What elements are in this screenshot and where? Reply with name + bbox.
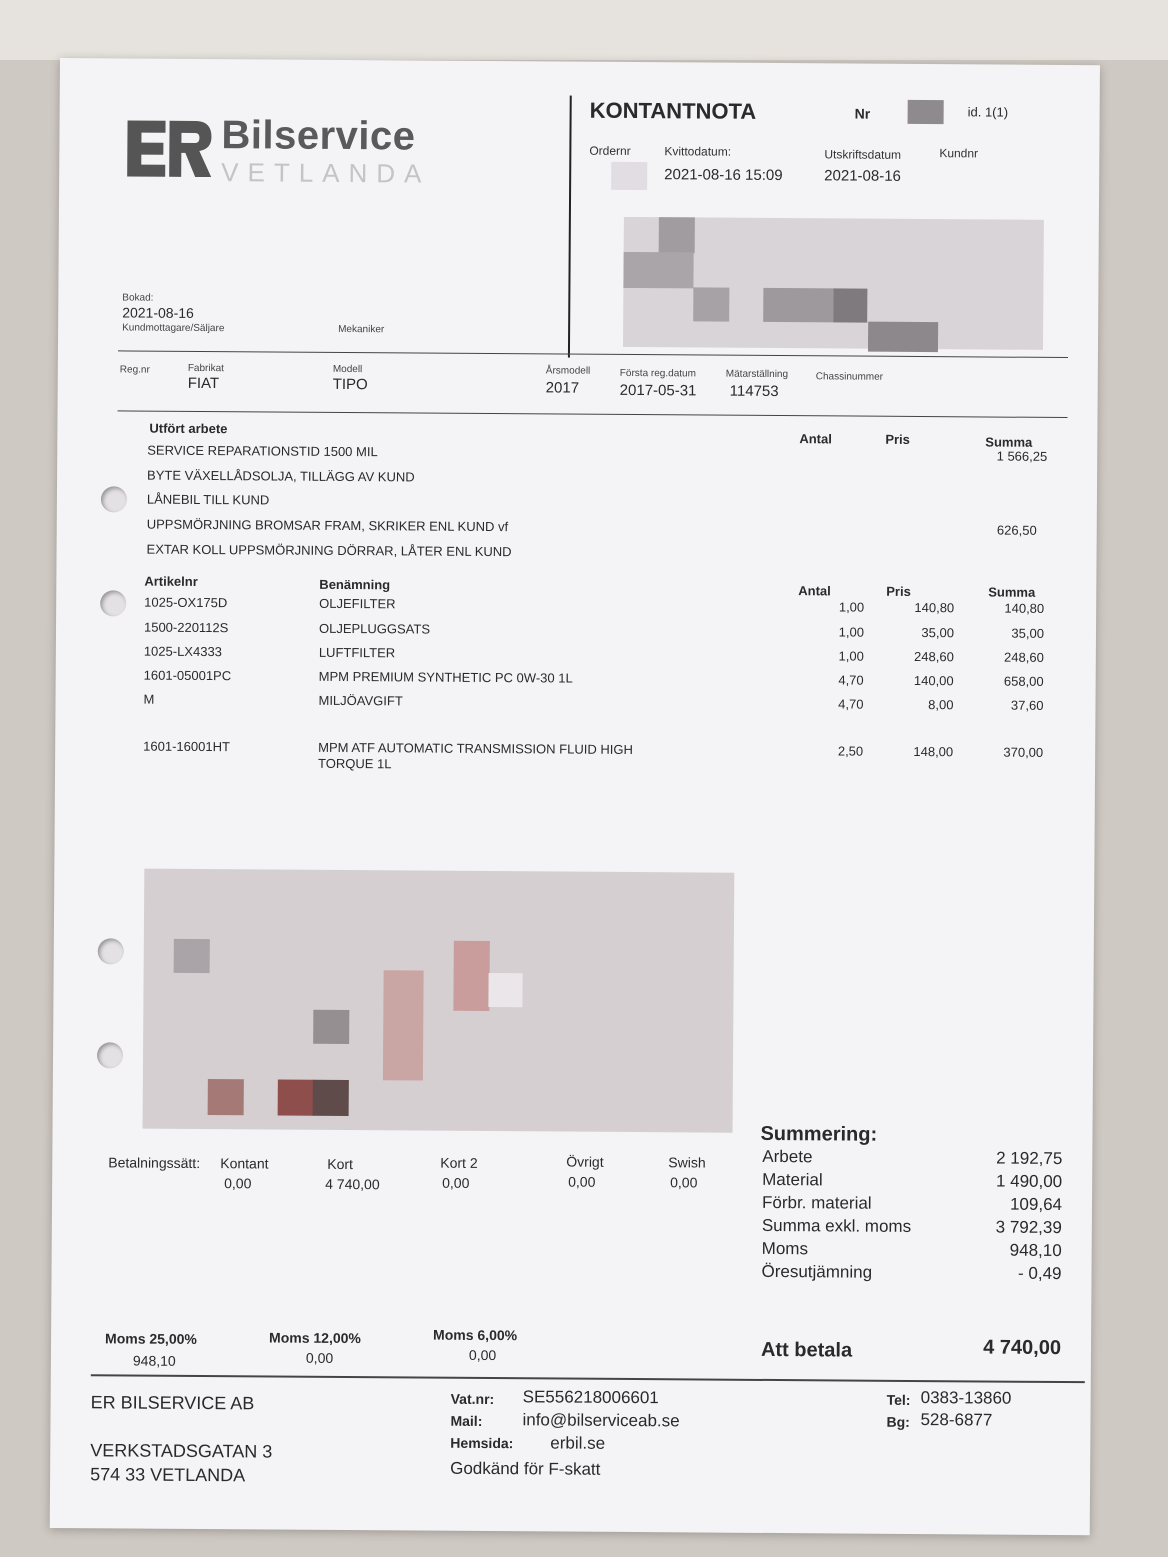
matar-value: 114753	[729, 382, 779, 401]
logo-name: Bilservice	[221, 113, 416, 159]
forsta-value: 2017-05-31	[619, 381, 697, 400]
punch-hole	[98, 938, 124, 964]
summary-row: Förbr. material 109,64	[761, 1192, 1063, 1215]
page-label: id. 1(1)	[967, 104, 1009, 120]
article-row: 1601-16001HT MPM ATF AUTOMATIC TRANSMISSION FLUID HIGH TORQUE 1L 2,50 148,00 370,00	[143, 738, 1044, 772]
pay-swish-value: 0,00	[670, 1174, 698, 1191]
arsmodell-label: Årsmodell	[545, 365, 591, 377]
col-artikelnr: Artikelnr	[144, 573, 198, 589]
work-line: LÅNEBIL TILL KUND	[146, 491, 270, 508]
footer-divider	[91, 1374, 1085, 1383]
bokad-value: 2021-08-16	[122, 304, 194, 321]
utskrift-value: 2021-08-16	[824, 167, 901, 185]
er-logo-icon	[123, 116, 213, 181]
pay-swish-label: Swish	[668, 1154, 706, 1171]
mekaniker-label: Mekaniker	[338, 323, 385, 336]
pay-kort-label: Kort	[327, 1155, 354, 1173]
col-antal: Antal	[798, 583, 831, 599]
kvitto-label: Kvittodatum:	[664, 144, 732, 159]
doc-title: KONTANTNOTA	[589, 97, 757, 124]
bokad-label: Bokad:	[122, 292, 154, 304]
punch-hole	[100, 590, 126, 616]
col-pris: Pris	[886, 583, 911, 599]
article-row: 1500-220112S OLJEPLUGGSATS 1,00 35,00 35,00	[143, 619, 1045, 641]
kundmottagare-label: Kundmottagare/Säljare	[122, 322, 225, 335]
logo-town: VETLANDA	[221, 157, 431, 189]
receipt-paper	[50, 58, 1100, 1535]
tel-label: Tel:	[886, 1391, 911, 1408]
vat-6-value: 0,00	[468, 1346, 497, 1364]
article-row: 1025-LX4333 LUFTFILTER 1,00 248,60 248,60	[143, 643, 1044, 665]
footer-city: 574 33 VETLANDA	[90, 1464, 246, 1486]
summary-heading: Summering:	[760, 1122, 878, 1146]
vat-12-label: Moms 12,00%	[269, 1329, 361, 1347]
footer-street: VERKSTADSGATAN 3	[90, 1440, 273, 1462]
work-line: BYTE VÄXELLÅDSOLJA, TILLÄGG AV KUND	[147, 467, 415, 485]
work-col-summa: Summa	[985, 434, 1033, 450]
modell-value: TIPO	[332, 375, 368, 394]
tel-value: 0383-13860	[920, 1388, 1012, 1408]
col-benamning: Benämning	[319, 576, 391, 593]
mail-link[interactable]: info@bilserviceab.se	[522, 1410, 680, 1431]
kundnr-label: Kundnr	[939, 146, 979, 161]
vat-6-label: Moms 6,00%	[433, 1326, 518, 1344]
arsmodell-value: 2017	[545, 379, 580, 397]
pay-kort-value: 4 740,00	[325, 1175, 380, 1193]
modell-label: Modell	[332, 363, 363, 376]
fskatt-note: Godkänd för F-skatt	[450, 1458, 601, 1479]
matar-label: Mätarställning	[725, 368, 789, 381]
pay-ovrigt-label: Övrigt	[566, 1153, 604, 1170]
redacted-nr	[908, 100, 944, 124]
vat-25-value: 948,10	[132, 1352, 176, 1369]
vat-12-value: 0,00	[305, 1349, 334, 1366]
work-line: SERVICE REPARATIONSTID 1500 MIL 1 566,25	[147, 442, 1048, 464]
pay-kort2-value: 0,00	[442, 1174, 470, 1191]
fabrikat-value: FIAT	[187, 374, 220, 393]
pay-kontant-value: 0,00	[224, 1175, 252, 1192]
web-label: Hemsida:	[450, 1434, 514, 1452]
chassi-label: Chassinummer	[815, 371, 884, 383]
work-line: EXTAR KOLL UPPSMÖRJNING DÖRRAR, LÅTER ENL KUND	[146, 541, 512, 560]
utskrift-label: Utskriftsdatum	[824, 147, 902, 162]
payment-label: Betalningssätt:	[108, 1154, 201, 1172]
work-heading: Utfört arbete	[149, 420, 228, 437]
forsta-label: Första reg.datum	[619, 367, 697, 380]
ordernr-label: Ordernr	[589, 143, 631, 158]
pay-kontant-label: Kontant	[220, 1155, 269, 1172]
punch-hole	[97, 1042, 123, 1068]
fabrikat-label: Fabrikat	[187, 362, 224, 375]
regnr-label: Reg.nr	[119, 364, 150, 376]
summary-row: Summa exkl. moms 3 792,39	[761, 1215, 1062, 1238]
kvitto-value: 2021-08-16 15:09	[664, 166, 783, 185]
header-divider	[568, 96, 572, 358]
work-col-pris: Pris	[885, 431, 910, 447]
mail-label: Mail:	[450, 1412, 483, 1429]
work-line: UPPSMÖRJNING BROMSAR FRAM, SKRIKER ENL KUND vf 626,50	[146, 516, 1037, 538]
col-summa: Summa	[988, 584, 1036, 600]
summary-row: Moms 948,10	[761, 1238, 1062, 1261]
summary-row: Öresutjämning - 0,49	[761, 1261, 1062, 1284]
summary-row: Arbete 2 192,75	[762, 1146, 1063, 1169]
background-wall	[0, 0, 1168, 60]
article-row: 1601-05001PC MPM PREMIUM SYNTHETIC PC 0W-30 1L 4,70 140,00 658,00	[143, 667, 1044, 689]
summary-row: Material 1 490,00	[762, 1169, 1063, 1192]
vat-nr-label: Vat.nr:	[450, 1390, 495, 1408]
total-value: 4 740,00	[983, 1336, 1062, 1360]
bg-value: 528-6877	[920, 1410, 993, 1430]
article-row: 1025-OX175D OLJEFILTER 1,00 140,80 140,80	[144, 594, 1045, 616]
vat-25-label: Moms 25,00%	[105, 1330, 197, 1347]
pay-kort2-label: Kort 2	[440, 1154, 478, 1171]
divider	[118, 410, 1068, 418]
pay-ovrigt-value: 0,00	[568, 1173, 596, 1190]
footer-company: ER BILSERVICE AB	[90, 1392, 255, 1414]
article-row: M MILJÖAVGIFT 4,70 8,00 37,60	[143, 691, 1044, 713]
web-link[interactable]: erbil.se	[550, 1433, 606, 1453]
vat-nr-value: SE556218006601	[522, 1387, 659, 1408]
punch-hole	[101, 486, 127, 512]
work-col-antal: Antal	[799, 431, 832, 447]
redacted-ordernr	[611, 162, 647, 190]
total-label: Att betala	[760, 1338, 853, 1362]
nr-label: Nr	[854, 105, 871, 122]
bg-label: Bg:	[886, 1413, 910, 1430]
